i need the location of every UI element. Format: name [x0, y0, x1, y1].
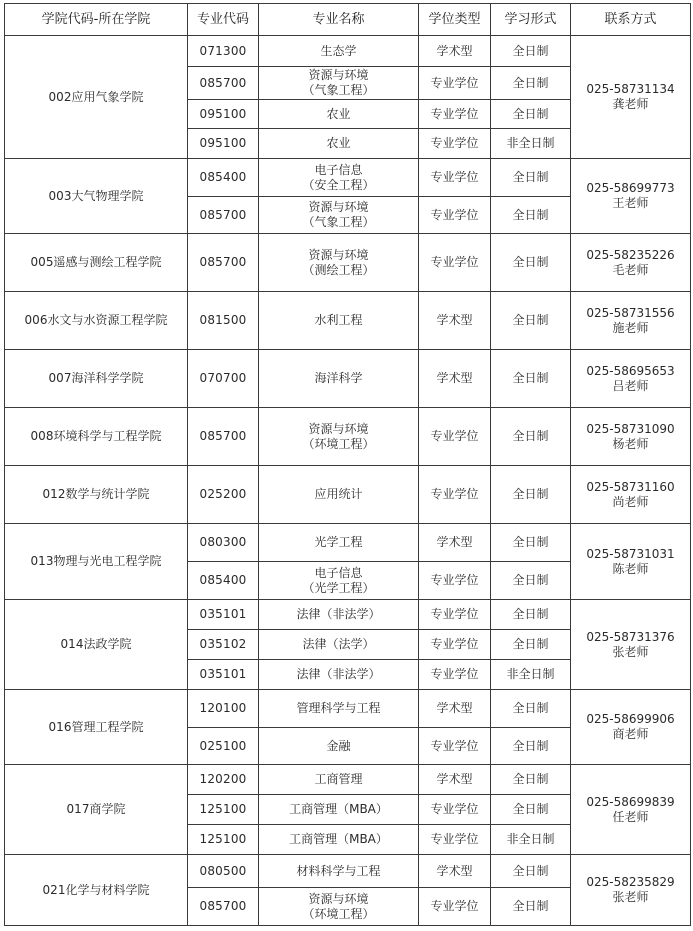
study-mode-cell: 全日制	[491, 728, 571, 765]
program-name-cell	[259, 129, 419, 159]
program-name-line: 材料科学与工程	[296, 863, 381, 878]
program-code-cell: 120200	[188, 765, 259, 795]
program-code-cell: 085700	[188, 67, 259, 100]
program-name-line: 法律（非法学）	[296, 607, 381, 621]
college-cell: 021化学与材料学院	[5, 855, 188, 926]
study-mode-cell: 全日制	[491, 600, 571, 630]
program-code-cell: 025200	[188, 466, 259, 524]
program-code-cell: 025100	[188, 728, 259, 765]
program-name-line: 资源与环境	[308, 421, 369, 436]
study-mode-cell: 全日制	[491, 690, 571, 728]
program-name-line: 工商管理（MBA）	[289, 802, 388, 816]
table-row	[5, 159, 691, 197]
program-name-cell	[259, 466, 419, 524]
contact-phone: 025-58695653	[586, 363, 675, 378]
study-mode-cell: 全日制	[491, 408, 571, 466]
degree-type-cell: 专业学位	[419, 562, 491, 600]
contact-teacher: 龚老师	[612, 97, 649, 111]
study-mode-cell: 非全日制	[491, 825, 571, 855]
table-row	[5, 600, 691, 630]
contact-phone: 025-58699773	[586, 181, 675, 195]
program-name-line: （光学工程）	[302, 580, 375, 595]
degree-type-cell: 专业学位	[419, 600, 491, 630]
degree-type-cell: 专业学位	[419, 728, 491, 765]
program-table	[4, 3, 691, 926]
program-name-line: 电子信息	[314, 162, 363, 177]
program-name-line: 工商管理	[314, 772, 363, 786]
college-cell: 003大气物理学院	[5, 159, 188, 234]
study-mode-cell: 全日制	[491, 630, 571, 660]
study-mode-cell: 全日制	[491, 350, 571, 408]
degree-type-cell: 专业学位	[419, 888, 491, 926]
program-code-cell: 035101	[188, 600, 259, 630]
table-row	[5, 855, 691, 888]
college-cell: 007海洋科学学院	[5, 350, 188, 408]
degree-type-cell: 专业学位	[419, 100, 491, 129]
program-name-line: 资源与环境	[308, 247, 369, 262]
college-cell: 008环境科学与工程学院	[5, 408, 188, 466]
contact-phone: 025-58235226	[586, 247, 675, 262]
program-code-cell: 085400	[188, 562, 259, 600]
degree-type-cell: 专业学位	[419, 159, 491, 197]
header-contact: 联系方式	[571, 4, 691, 36]
program-name-line: 海洋科学	[314, 371, 363, 385]
program-name-cell	[259, 234, 419, 292]
program-name-line: 光学工程	[314, 535, 363, 549]
contact-cell	[571, 600, 691, 690]
program-code-cell: 125100	[188, 795, 259, 825]
degree-type-cell: 专业学位	[419, 466, 491, 524]
program-name-cell	[259, 292, 419, 350]
program-name-cell	[259, 350, 419, 408]
degree-type-cell: 学术型	[419, 350, 491, 408]
program-code-cell: 080300	[188, 524, 259, 562]
study-mode-cell: 全日制	[491, 562, 571, 600]
program-name-cell	[259, 855, 419, 888]
contact-cell	[571, 765, 691, 855]
contact-phone: 025-58731134	[586, 82, 675, 96]
program-name-cell	[259, 888, 419, 926]
study-mode-cell: 全日制	[491, 234, 571, 292]
program-name-cell	[259, 728, 419, 765]
degree-type-cell: 专业学位	[419, 234, 491, 292]
program-code-cell: 120100	[188, 690, 259, 728]
college-cell: 002应用气象学院	[5, 36, 188, 159]
degree-type-cell: 学术型	[419, 855, 491, 888]
table-row	[5, 690, 691, 728]
program-name-line: （气象工程）	[302, 215, 375, 229]
program-code-cell: 080500	[188, 855, 259, 888]
college-cell: 017商学院	[5, 765, 188, 855]
contact-cell	[571, 350, 691, 408]
program-name-cell	[259, 765, 419, 795]
program-name-cell	[259, 825, 419, 855]
program-name-cell	[259, 600, 419, 630]
contact-cell	[571, 408, 691, 466]
program-name-cell	[259, 630, 419, 660]
program-code-cell: 035102	[188, 630, 259, 660]
program-name-line: 应用统计	[314, 487, 363, 501]
program-code-cell: 085700	[188, 888, 259, 926]
program-name-line: 管理科学与工程	[296, 701, 381, 715]
contact-cell	[571, 466, 691, 524]
table-row	[5, 350, 691, 408]
degree-type-cell: 专业学位	[419, 795, 491, 825]
contact-cell	[571, 524, 691, 600]
degree-type-cell: 专业学位	[419, 408, 491, 466]
table-row	[5, 765, 691, 795]
study-mode-cell: 全日制	[491, 67, 571, 100]
program-name-cell	[259, 408, 419, 466]
program-name-line: （安全工程）	[302, 177, 375, 192]
program-name-line: （气象工程）	[302, 83, 375, 97]
program-code-cell: 085700	[188, 197, 259, 234]
program-name-cell	[259, 795, 419, 825]
contact-phone: 025-58731556	[586, 305, 675, 320]
college-cell: 006水文与水资源工程学院	[5, 292, 188, 350]
study-mode-cell: 全日制	[491, 159, 571, 197]
table-row	[5, 36, 691, 67]
program-code-cell: 095100	[188, 129, 259, 159]
contact-cell	[571, 36, 691, 159]
contact-phone: 025-58731090	[586, 421, 675, 436]
program-name-line: 农业	[326, 106, 351, 121]
program-code-cell: 125100	[188, 825, 259, 855]
degree-type-cell: 学术型	[419, 36, 491, 67]
program-code-cell: 071300	[188, 36, 259, 67]
header-study-mode: 学习形式	[491, 4, 571, 36]
program-name-cell	[259, 159, 419, 197]
contact-cell	[571, 234, 691, 292]
college-cell: 016管理工程学院	[5, 690, 188, 765]
contact-phone: 025-58699906	[586, 712, 675, 726]
contact-phone: 025-58235829	[586, 875, 675, 889]
program-name-line: 生态学	[320, 43, 357, 58]
program-name-cell	[259, 67, 419, 100]
contact-cell	[571, 292, 691, 350]
table-row	[5, 292, 691, 350]
study-mode-cell: 非全日制	[491, 660, 571, 690]
program-name-line: 资源与环境	[308, 68, 369, 82]
program-code-cell: 070700	[188, 350, 259, 408]
program-code-cell: 081500	[188, 292, 259, 350]
contact-phone: 025-58731160	[586, 479, 675, 494]
program-name-cell	[259, 562, 419, 600]
header-program-name: 专业名称	[259, 4, 419, 36]
degree-type-cell: 专业学位	[419, 825, 491, 855]
program-name-line: 金融	[326, 738, 351, 753]
program-name-cell	[259, 100, 419, 129]
contact-teacher: 陈老师	[612, 561, 649, 576]
program-name-line: 水利工程	[314, 313, 363, 327]
contact-teacher: 施老师	[612, 320, 649, 335]
program-name-line: 法律（非法学）	[296, 667, 381, 681]
header-row	[5, 4, 691, 36]
program-code-cell: 035101	[188, 660, 259, 690]
study-mode-cell: 全日制	[491, 100, 571, 129]
degree-type-cell: 专业学位	[419, 197, 491, 234]
study-mode-cell: 全日制	[491, 765, 571, 795]
program-name-line: 资源与环境	[308, 891, 369, 906]
program-name-cell	[259, 690, 419, 728]
program-code-cell: 085700	[188, 234, 259, 292]
contact-teacher: 吕老师	[612, 378, 649, 393]
program-name-line: 法律（法学）	[302, 637, 375, 651]
document-page	[4, 3, 691, 926]
study-mode-cell: 全日制	[491, 197, 571, 234]
table-row	[5, 408, 691, 466]
degree-type-cell: 学术型	[419, 524, 491, 562]
college-cell: 005遥感与测绘工程学院	[5, 234, 188, 292]
header-college: 学院代码-所在学院	[5, 4, 188, 36]
header-degree-type: 学位类型	[419, 4, 491, 36]
degree-type-cell: 学术型	[419, 690, 491, 728]
contact-teacher: 张老师	[612, 890, 649, 904]
college-cell: 013物理与光电工程学院	[5, 524, 188, 600]
program-name-line: （环境工程）	[302, 906, 375, 921]
program-name-line: 电子信息	[314, 565, 363, 580]
study-mode-cell: 全日制	[491, 36, 571, 67]
contact-teacher: 王老师	[612, 196, 649, 210]
study-mode-cell: 非全日制	[491, 129, 571, 159]
study-mode-cell: 全日制	[491, 292, 571, 350]
program-name-line: 农业	[326, 136, 351, 150]
study-mode-cell: 全日制	[491, 888, 571, 926]
college-cell: 012数学与统计学院	[5, 466, 188, 524]
degree-type-cell: 专业学位	[419, 630, 491, 660]
program-code-cell: 085700	[188, 408, 259, 466]
program-code-cell: 085400	[188, 159, 259, 197]
contact-teacher: 尚老师	[612, 494, 649, 509]
table-body	[5, 36, 691, 926]
degree-type-cell: 专业学位	[419, 129, 491, 159]
program-name-cell	[259, 524, 419, 562]
contact-teacher: 毛老师	[612, 262, 649, 277]
table-row	[5, 234, 691, 292]
contact-cell	[571, 159, 691, 234]
program-name-line: （环境工程）	[302, 436, 375, 451]
study-mode-cell: 全日制	[491, 855, 571, 888]
degree-type-cell: 专业学位	[419, 660, 491, 690]
program-name-cell	[259, 36, 419, 67]
contact-cell	[571, 690, 691, 765]
program-name-cell	[259, 197, 419, 234]
contact-phone: 025-58731376	[586, 629, 675, 644]
program-name-line: （测绘工程）	[302, 262, 375, 277]
contact-teacher: 任老师	[612, 809, 649, 824]
table-row	[5, 524, 691, 562]
program-code-cell: 095100	[188, 100, 259, 129]
degree-type-cell: 学术型	[419, 765, 491, 795]
college-cell: 014法政学院	[5, 600, 188, 690]
header-program-code: 专业代码	[188, 4, 259, 36]
program-name-line: 资源与环境	[308, 200, 369, 214]
study-mode-cell: 全日制	[491, 466, 571, 524]
contact-cell	[571, 855, 691, 926]
program-name-cell	[259, 660, 419, 690]
contact-phone: 025-58731031	[586, 546, 675, 561]
table-row	[5, 466, 691, 524]
contact-teacher: 杨老师	[612, 436, 649, 451]
contact-teacher: 张老师	[612, 644, 649, 659]
degree-type-cell: 专业学位	[419, 67, 491, 100]
contact-teacher: 商老师	[612, 727, 649, 741]
program-name-line: 工商管理（MBA）	[289, 832, 388, 846]
degree-type-cell: 学术型	[419, 292, 491, 350]
study-mode-cell: 全日制	[491, 524, 571, 562]
contact-phone: 025-58699839	[586, 794, 675, 809]
study-mode-cell: 全日制	[491, 795, 571, 825]
